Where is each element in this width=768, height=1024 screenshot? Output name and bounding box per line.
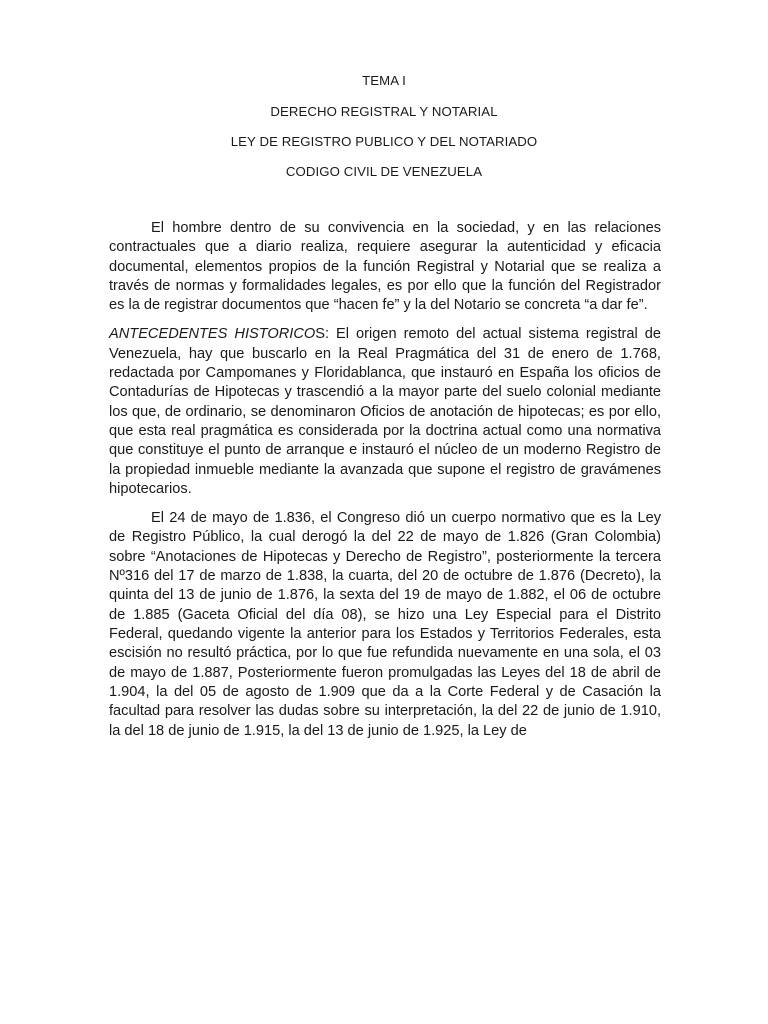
heading-subject: DERECHO REGISTRAL Y NOTARIAL [270, 104, 498, 119]
document-body [109, 219, 661, 750]
heading-law: LEY DE REGISTRO PUBLICO Y DEL NOTARIADO [230, 134, 538, 149]
paragraph-history: El 24 de mayo de 1.836, el Congreso dió un cuerpo normativo que es la Ley de Registro Público, la cual derogó la del 22 de mayo de 1.826 (Gran Colombia) sobre “Anotaciones de Hipotecas y Derecho de Registro”, posteriormente la tercera Nº316 del 17 de marzo de 1.838, la cuarta, del 20 de octubre de 1.876 (Decreto), la quinta del 13 de junio de 1.876, la sexta del 19 de mayo de 1.882, el 06 de octubre de 1.885 (Gaceta Oficial del día 08), se hizo una Ley Especial para el Distrito Federal, quedando vigente la anterior para los Estados y Territorios Federales, esta escisión no resultó práctica, por lo que fue refundida nuevamente en una sola, el 03 de mayo de 1.887, Posteriormente fueron promulgadas las Leyes del 18 de abril de 1.904, la del 05 de agosto de 1.909 que da a la Corte Federal y de Casación la facultad para resolver las dudas sobre su interpretación, la del 22 de junio de 1.910, la del 18 de junio de 1.915, la del 13 de junio de 1.925, la Ley de [109, 509, 661, 739]
antecedentes-label: ANTECEDENTES HISTORICO [109, 326, 316, 343]
heading-code: CODIGO CIVIL DE VENEZUELA [285, 164, 483, 179]
paragraph-antecedentes [109, 325, 661, 499]
paragraph-intro: El hombre dentro de su convivencia en la sociedad, y en las relaciones contractuales que a diario realiza, requiere asegurar la autenticidad y eficacia documental, elementos propios de la función Registral y Notarial que se realiza a través de normas y formalidades legales, es por ello que la función del Registrador es la de registrar documentos que “hacen fe” y la del Notario se concreta “a dar fe”. [109, 220, 661, 314]
heading-tema: TEMA I [362, 73, 406, 88]
antecedentes-label-tail: S [315, 326, 325, 343]
antecedentes-body: : El origen remoto del actual sistema registral de Venezuela, hay que buscarlo en la Real Pragmática del 31 de enero de 1.768, redactada por Campomanes y Floridablanca, que instauró en España los oficios de Contadurías de Hipotecas y trascendió a la mayor parte del suelo colonial mediante los que, de ordinario, se denominaron Oficios de anotación de hipotecas; es por ello, que esta real pragmática es considerada por la doctrina actual como una normativa que constituye el punto de arranque e instauró el núcleo de un moderno Registro de la propiedad inmueble mediante la avanzada que supone el registro de gravámenes hipotecarios. [109, 326, 661, 497]
